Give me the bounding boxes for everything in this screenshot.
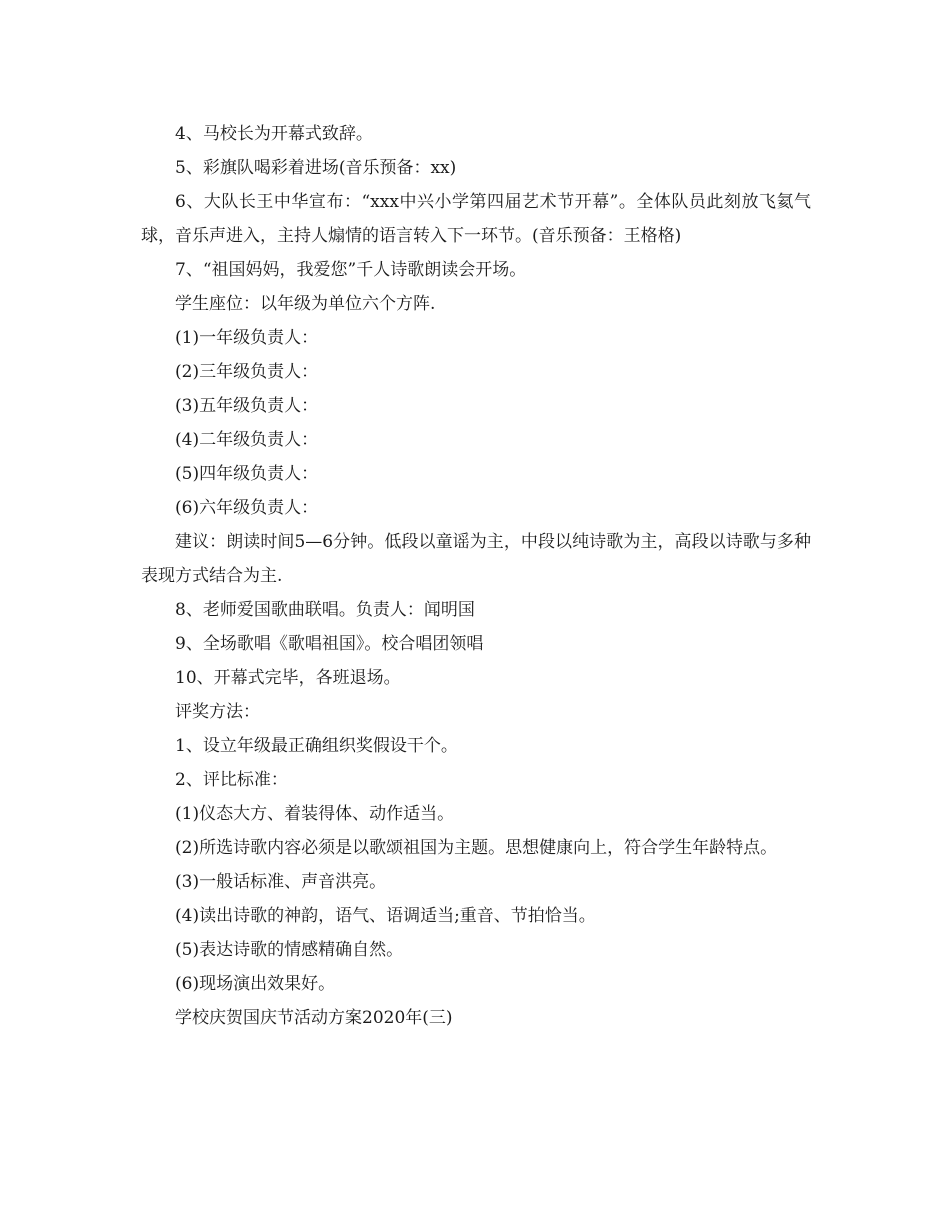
paragraph: (2)所选诗歌内容必须是以歌颂祖国为主题。思想健康向上，符合学生年龄特点。: [175, 838, 778, 858]
paragraph: (3)一般话标准、声音洪亮。: [175, 872, 387, 892]
paragraph: (2)三年级负责人：: [175, 362, 319, 382]
paragraph: (1)仪态大方、着装得体、动作适当。: [175, 804, 455, 824]
paragraph: 4、马校长为开幕式致辞。: [175, 124, 373, 144]
paragraph: 8、老师爱国歌曲联唱。负责人：闻明国: [175, 600, 475, 620]
paragraph: 9、全场歌唱《歌唱祖国》。校合唱团领唱: [175, 634, 484, 654]
paragraph: 学校庆贺国庆节活动方案2020年(三): [175, 1008, 453, 1028]
paragraph: 2、评比标准：: [175, 770, 288, 790]
paragraph: 建议：朗读时间5—6分钟。低段以童谣为主，中段以纯诗歌为主，高段以诗歌与多种表现方式结合为主.: [141, 532, 811, 586]
paragraph: 5、彩旗队喝彩着进场(音乐预备：xx): [175, 158, 457, 178]
paragraph: (6)现场演出效果好。: [175, 974, 336, 994]
document-body: [141, 117, 811, 1035]
paragraph: (5)四年级负责人：: [175, 464, 319, 484]
paragraph: 学生座位：以年级为单位六个方阵.: [175, 294, 436, 314]
paragraph: (1)一年级负责人：: [175, 328, 319, 348]
paragraph: 6、大队长王中华宣布：“xxx中兴小学第四届艺术节开幕”。全体队员此刻放飞氦气球，音乐声进入，主持人煽情的语言转入下一环节。(音乐预备：王格格): [141, 192, 811, 246]
paragraph: (4)二年级负责人：: [175, 430, 319, 450]
paragraph: (6)六年级负责人：: [175, 498, 319, 518]
paragraph: (3)五年级负责人：: [175, 396, 319, 416]
paragraph: 10、开幕式完毕，各班退场。: [175, 668, 401, 688]
paragraph: 7、“祖国妈妈，我爱您”千人诗歌朗读会开场。: [175, 260, 527, 280]
paragraph: 1、设立年级最正确组织奖假设干个。: [175, 736, 458, 756]
paragraph: 评奖方法：: [175, 702, 260, 722]
paragraph: (5)表达诗歌的情感精确自然。: [175, 940, 404, 960]
paragraph: (4)读出诗歌的神韵，语气、语调适当;重音、节拍恰当。: [175, 906, 596, 926]
